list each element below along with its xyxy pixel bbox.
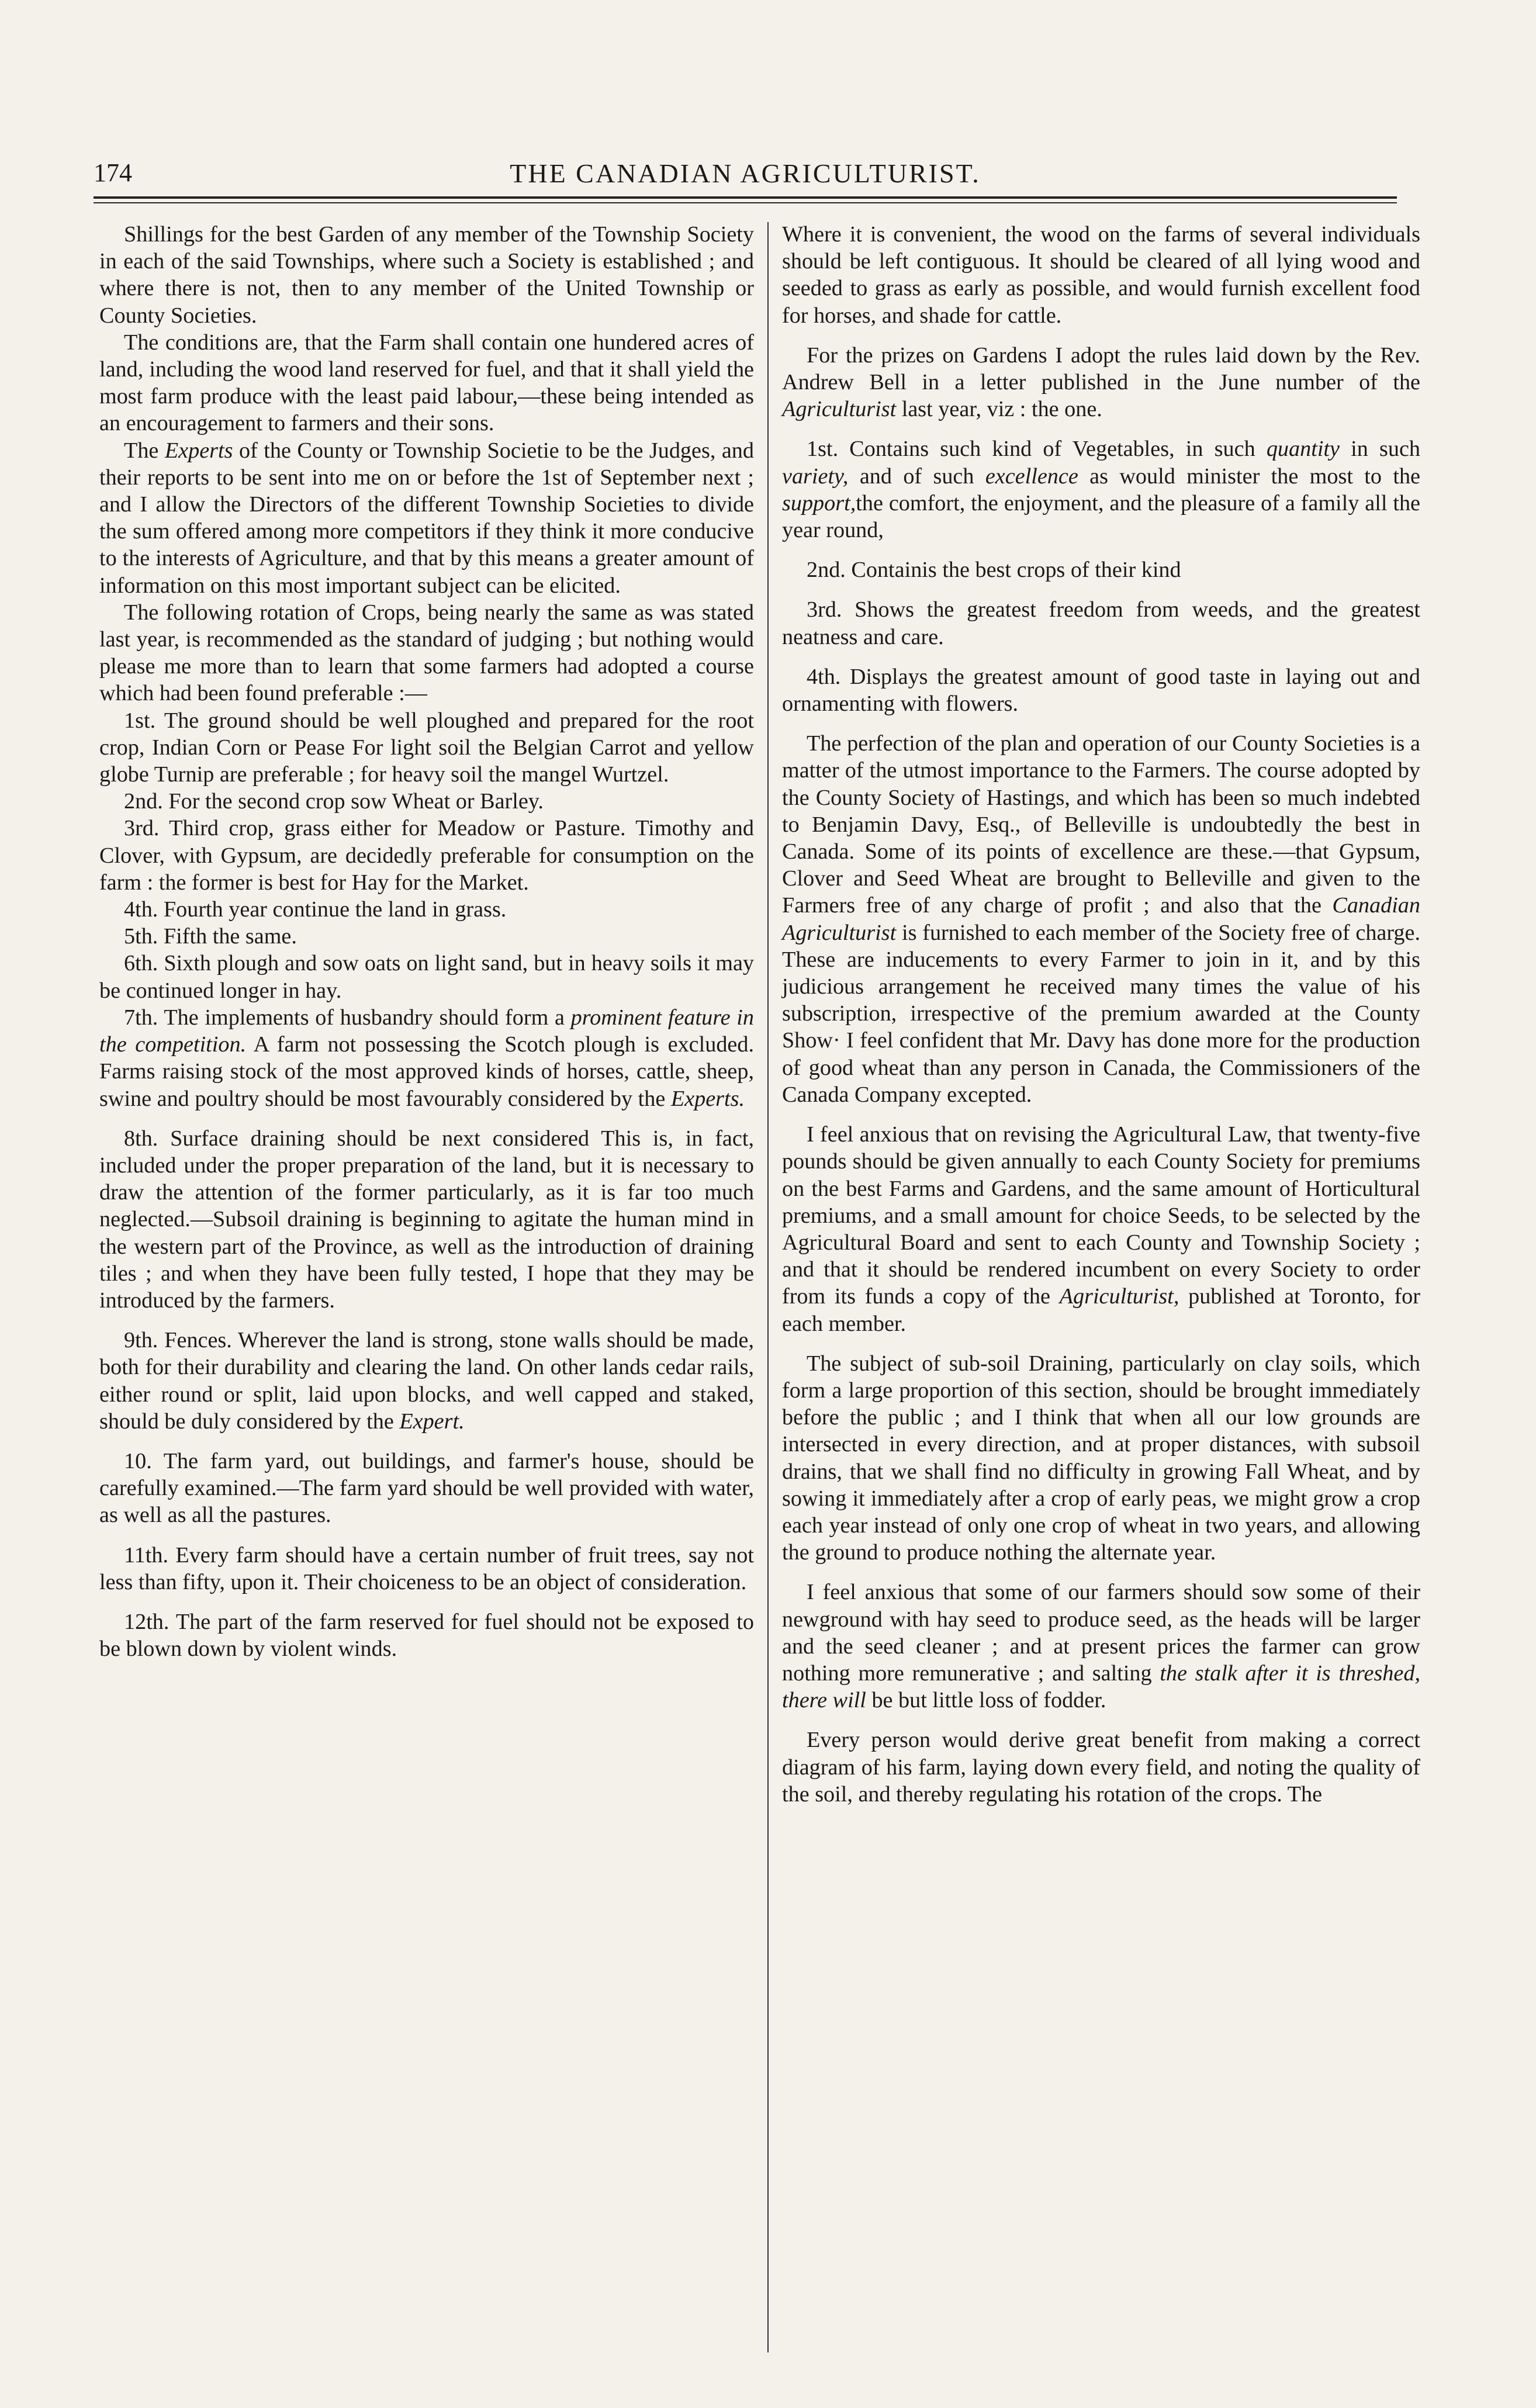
- text-run: Every person would derive great benefit from making a correct diagram of his farm, laying down every field, and noting the quality of the soil, and thereby regulating his rotation of the crops. The: [782, 1728, 1420, 1807]
- text-run: 10. The farm yard, out buildings, and farmer's house, should be carefully examined.—The farm yard should be well provided with water, as well as all the pastures.: [99, 1448, 754, 1528]
- paragraph: [99, 950, 754, 1004]
- paragraph: [99, 815, 754, 896]
- paragraph: [99, 1608, 754, 1662]
- paragraph: [99, 788, 754, 815]
- text-run: The: [124, 438, 165, 463]
- italic-text: quantity: [1266, 437, 1340, 462]
- page-header: [94, 158, 1397, 199]
- text-run: and of such: [848, 463, 985, 489]
- text-run: 5th. Fifth the same.: [124, 924, 297, 949]
- italic-text: excellence: [985, 463, 1078, 489]
- header-rule-thin: [94, 202, 1397, 203]
- running-title: THE CANADIAN AGRICULTURIST.: [510, 158, 981, 188]
- text-run: The conditions are, that the Farm shall contain one hundered acres of land, including the wood land reserved for fuel, and that it shall yield the most farm produce with the least paid labour,—these being intended as an encouragement to farmers and their sons.: [99, 330, 754, 436]
- italic-text: Experts: [164, 438, 233, 463]
- paragraph: [99, 1125, 754, 1314]
- italic-text: Experts.: [670, 1086, 745, 1111]
- text-run: 2nd. Containis the best crops of their kind: [807, 558, 1181, 583]
- text-run: 8th. Surface draining should be next considered This is, in fact, included under the proper preparation of the land, but it is necessary to draw the attention of the former particularly, as it is far too much neglected.—Subsoil draining is beginning to agitate the human mind in the western part of the Province, as well as the introduction of draining tiles ; and when they have been fully tested, I hope that they may be introduced by the farmers.: [99, 1126, 754, 1313]
- text-run: For the prizes on Gardens I adopt the rules laid down by the Rev. Andrew Bell in a letter published in the June number of the: [782, 342, 1420, 395]
- paragraph: [99, 1542, 754, 1596]
- left-column: [99, 221, 754, 1662]
- paragraph: [782, 435, 1420, 544]
- italic-text: Agriculturist,: [1059, 1284, 1179, 1309]
- text-run: The following rotation of Crops, being nearly the same as was stated last year, is recommended as the standard of judging ; but nothing would please me more than to learn that some farmers had adopted a course which had been found preferable :—: [99, 600, 754, 706]
- italic-text: variety,: [782, 463, 849, 489]
- paragraph: [782, 1727, 1420, 1808]
- italic-text: Canadian Agriculturist: [782, 893, 1420, 945]
- text-run: the comfort, the enjoyment, and the pleasure of a family all the year round,: [782, 490, 1420, 543]
- text-run: 7th. The implements of husbandry should form a: [124, 1005, 571, 1030]
- text-run: 11th. Every farm should have a certain number of fruit trees, say not less than fifty, upon it. Their choiceness to be an object of consideration.: [99, 1542, 754, 1594]
- paragraph: [99, 599, 754, 707]
- italic-text: Expert.: [399, 1409, 465, 1434]
- page-number: 174: [94, 158, 132, 187]
- paragraph: [99, 1448, 754, 1529]
- text-run: 4th. Displays the greatest amount of good taste in laying out and ornamenting with flowers.: [782, 664, 1420, 717]
- text-run: A farm not possessing the Scotch plough is excluded. Farms raising stock of the most approved kinds of horses, cattle, sheep, swine and poultry should be most favourably considered by the: [99, 1032, 755, 1111]
- text-run: 9th. Fences. Wherever the land is strong, stone walls should be made, both for their durability and clearing the land. On other lands cedar rails, either round or split, laid upon blocks, and well capped and staked, should be duly considered by the: [99, 1328, 754, 1434]
- text-run: The subject of sub-soil Draining, particularly on clay soils, which form a large proportion of this section, should be brought immediately before the public ; and I think that when all our low grounds are intersected in every direction, and at proper distances, with subsoil drains, that we shall find no difficulty in growing Fall Wheat, and by sowing it immediately after a crop of early peas, we might grow a crop each year instead of only one crop of wheat in two years, and allowing the ground to produce nothing the alternate year.: [782, 1351, 1420, 1565]
- text-run: The perfection of the plan and operation of our County Societies is a matter of the utmost importance to the Farmers. The course adopted by the County Society of Hastings, and which has been so much indebted to Benjamin Davy, Esq., of Belleville is undoubtedly the best in Canada. Some of its points of excellence are these.—that Gypsum, Clover and Seed Wheat are brought to Belleville and given to the Farmers free of any charge of profit ; and also that the: [782, 731, 1420, 918]
- text-run: 4th. Fourth year continue the land in grass.: [124, 897, 507, 922]
- right-column: [782, 221, 1420, 1808]
- paragraph: [782, 730, 1420, 1108]
- paragraph: [782, 342, 1420, 423]
- paragraph: [782, 1579, 1420, 1714]
- italic-text: the stalk after it is threshed, there will: [782, 1660, 1420, 1713]
- paragraph: [99, 437, 754, 599]
- paragraph: [782, 663, 1420, 717]
- paragraph: [782, 1121, 1420, 1337]
- header-rule-thick: [94, 196, 1397, 199]
- paragraph: [99, 923, 754, 950]
- text-run: 1st. Contains such kind of Vegetables, in such: [807, 437, 1267, 462]
- text-run: last year, viz : the one.: [896, 397, 1102, 422]
- italic-text: support,: [782, 490, 856, 515]
- text-run: be but little loss of fodder.: [866, 1688, 1106, 1713]
- text-run: published at Toronto, for each member.: [782, 1284, 1420, 1336]
- paragraph: [99, 1327, 754, 1435]
- text-run: 1st. The ground should be well ploughed and prepared for the root crop, Indian Corn or Pease For light soil the Belgian Carrot and yellow globe Turnip are preferable ; for heavy soil the mangel Wurtzel.: [99, 708, 754, 787]
- paragraph: [782, 596, 1420, 650]
- text-run: in such: [1339, 437, 1421, 462]
- text-run: I feel anxious that on revising the Agricultural Law, that twenty-five pounds should be given annually to each County Society for premiums on the best Farms and Gardens, and the same amount of Horticultural premiums, and a small amount for choice Seeds, to be selected by the Agricultural Board and sent to each County and Township Society ; and that it should be rendered incumbent on every Society to order from its funds a copy of the: [782, 1122, 1420, 1309]
- paragraph: [99, 896, 754, 923]
- paragraph: [99, 707, 754, 788]
- paragraph: [782, 556, 1420, 583]
- paragraph: [782, 1350, 1420, 1566]
- italic-text: prominent feature in the competition.: [99, 1005, 754, 1057]
- text-run: is furnished to each member of the Society free of charge. These are inducements to every Farmer to join in it, and by this judicious arrangement he received many times the value of his subscription, irrespective of the premium awarded at the County Show· I feel confident that Mr. Davy has done more for the production of good wheat than any person in Canada, the Commissioners of the Canada Company excepted.: [782, 920, 1420, 1107]
- paragraph: [99, 221, 754, 329]
- paragraph: [782, 221, 1420, 329]
- paragraph: [99, 1004, 754, 1112]
- text-run: as would minister the most to the: [1078, 463, 1420, 489]
- text-run: 2nd. For the second crop sow Wheat or Barley.: [124, 789, 544, 814]
- paragraph: [99, 329, 754, 437]
- text-run: 6th. Sixth plough and sow oats on light sand, but in heavy soils it may be continued longer in hay.: [99, 951, 754, 1003]
- italic-text: Agriculturist: [782, 397, 897, 422]
- text-run: 12th. The part of the farm reserved for fuel should not be exposed to be blown down by violent winds.: [99, 1609, 754, 1662]
- text-run: of the County or Township Societie to be the Judges, and their reports to be sent into me on or before the 1st of September next ; and I allow the Directors of the different Township Societies to divide the sum offered among more competitors if they think it more conducive to the interests of Agriculture, and that by this means a greater amount of information on this most important subject can be elicited.: [99, 438, 754, 598]
- text-run: Where it is convenient, the wood on the farms of several individuals should be left contiguous. It should be cleared of all lying wood and seeded to grass as early as possible, and would furnish excellent food for horses, and shade for cattle.: [782, 222, 1420, 328]
- text-run: I feel anxious that some of our farmers should sow some of their newground with hay seed to produce seed, as the heads will be larger and the seed cleaner ; and at present prices the farmer can grow nothing more remunerative ; and salting: [782, 1580, 1420, 1686]
- column-divider: [767, 222, 769, 2352]
- text-run: 3rd. Shows the greatest freedom from weeds, and the greatest neatness and care.: [782, 597, 1420, 649]
- text-run: Shillings for the best Garden of any member of the Township Society in each of the said Townships, where such a Society is established ; and where there is not, then to any member of the United Township or County Societies.: [99, 222, 754, 328]
- text-run: 3rd. Third crop, grass either for Meadow or Pasture. Timothy and Clover, with Gypsum, are decidedly preferable for consumption on the farm : the former is best for Hay for the Market.: [99, 816, 754, 895]
